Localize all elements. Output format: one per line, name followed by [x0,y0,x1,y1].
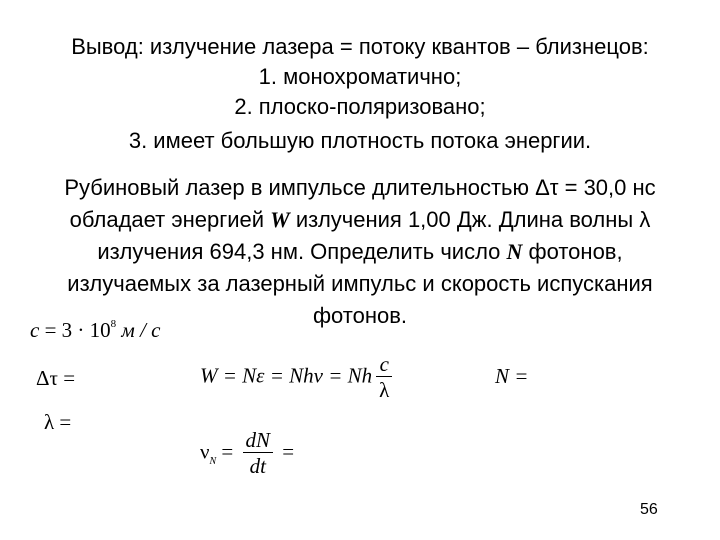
problem-line-3-post: фотонов, [522,239,623,264]
page-number: 56 [640,501,658,518]
conclusion-item-3: 3. имеет большую плотность потока энергии. [128,128,592,153]
problem-line-2-post: излучения 1,00 Дж. Длина волны λ [289,207,651,232]
energy-formula-chain: = Nε = Nhν = Nh [217,363,373,388]
conclusion-item-2: 2. плоско-поляризовано; [234,94,486,119]
emission-rate-formula [200,428,294,479]
problem-line-2-pre: обладает энергией [69,207,271,232]
energy-variable: W [270,207,290,232]
speed-of-light-exponent: 8 [110,318,117,330]
dn-numerator: dN [243,428,274,453]
photon-count-variable: N [506,239,523,264]
fraction-numerator: c [376,352,392,377]
problem-line-3-pre: излучения 694,3 нм. Определить число [97,239,507,264]
conclusion-item-1: 1. монохроматично; [258,64,462,89]
emission-rate-eq1: = [216,439,239,464]
energy-formula-lhs: W [200,363,218,388]
emission-rate-eq2: = [277,439,295,464]
delta-tau-formula: Δτ = [36,366,76,390]
emission-rate-symbol: ν [200,439,210,464]
speed-of-light-value: = 3 · 10 [39,318,111,342]
emission-rate-subscript: N [209,456,217,468]
speed-of-light-formula [30,318,160,343]
photon-count-formula: N = [495,364,529,388]
problem-line-3 [0,236,720,268]
problem-line-2 [0,204,720,236]
fraction-denominator: λ [379,378,390,402]
conclusion-heading: Вывод: излучение лазера = потоку квантов – близнецов: [71,34,649,59]
problem-line-1: Рубиновый лазер в импульсе длительностью Δτ = 30,0 нс [64,175,656,200]
lambda-formula: λ = [44,410,72,434]
dt-denominator: dt [249,454,266,478]
dn-dt-fraction [243,428,274,479]
c-over-lambda-fraction [376,352,392,403]
speed-of-light-unit: м / с [116,318,161,342]
problem-line-4: излучаемых за лазерный импульс и скорость испускания [67,271,653,296]
problem-line-5: фотонов. [312,303,408,328]
energy-formula [200,352,396,403]
problem-statement [0,172,720,332]
speed-of-light-symbol: c [30,318,40,342]
